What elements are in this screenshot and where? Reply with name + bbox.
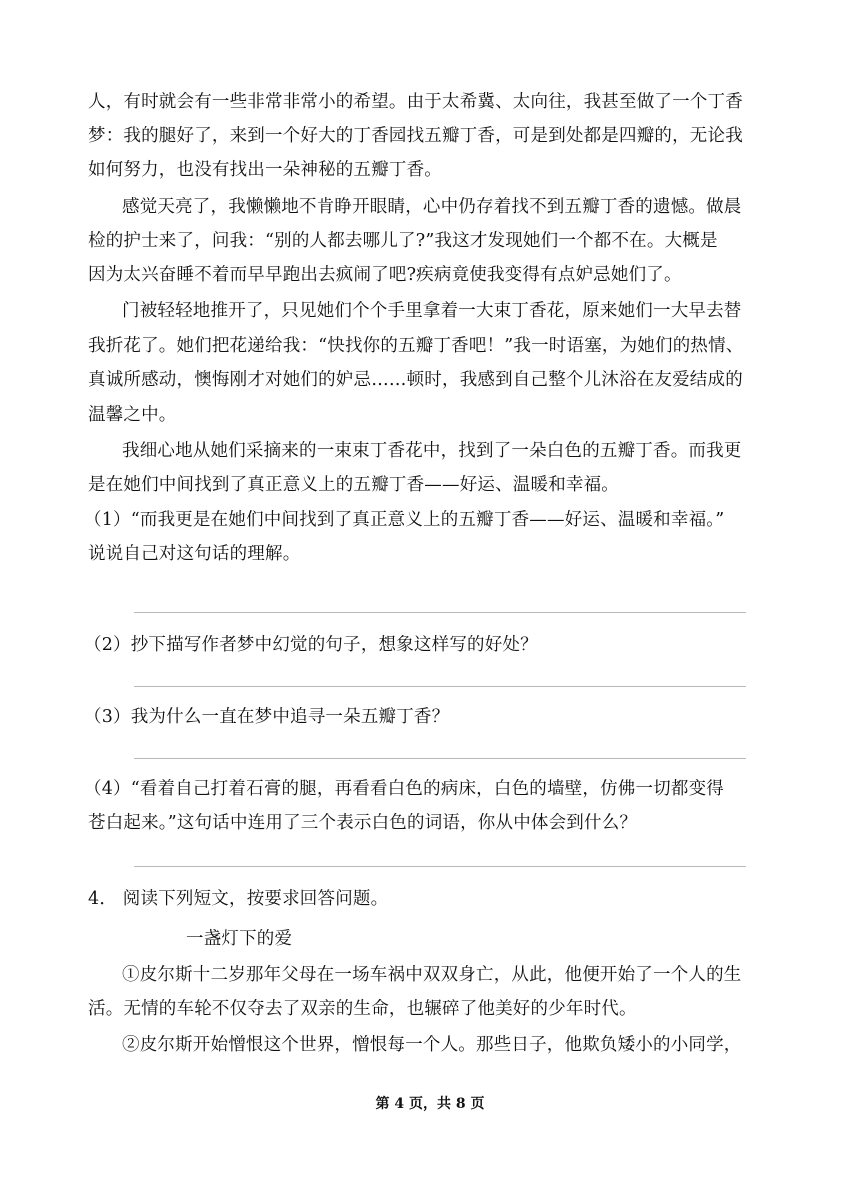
passage-line: 感觉天亮了，我懒懒地不肯睁开眼睛，心中仍存着找不到五瓣丁香的遗憾。做晨 xyxy=(122,197,742,217)
page-footer: 第 4 页，共 8 页 xyxy=(375,1096,485,1112)
passage-line: 我细心地从她们采摘来的一束束丁香花中，找到了一朵白色的五瓣丁香。而我更 xyxy=(122,441,742,461)
passage-line: 温馨之中。 xyxy=(88,405,177,425)
answer-line-1[interactable] xyxy=(134,612,746,613)
question-2: （2）抄下描写作者梦中幻觉的句子，想象这样写的好处？ xyxy=(84,635,538,655)
section-4-heading: 4． 阅读下列短文，按要求回答问题。 xyxy=(88,889,389,909)
passage-line: 因为太兴奋睡不着而早早跑出去疯闹了吧?疾病竟使我变得有点妒忌她们了。 xyxy=(88,265,682,285)
passage-line: 门被轻轻地推开了，只见她们个个手里拿着一大束丁香花，原来她们一大早去替 xyxy=(122,301,742,321)
answer-line-4[interactable] xyxy=(134,866,746,867)
passage-line: 真诚所感动，懊悔刚才对她们的妒忌……顿时，我感到自己整个儿沐浴在友爱结成的 xyxy=(88,370,743,390)
passage-paragraph: ①皮尔斯十二岁那年父母在一场车祸中双双身亡，从此，他便开始了一个人的生 xyxy=(122,965,742,985)
answer-line-3[interactable] xyxy=(134,758,746,759)
question-3: （3）我为什么一直在梦中追寻一朵五瓣丁香？ xyxy=(84,707,450,727)
passage-title: 一盏灯下的爱 xyxy=(186,929,293,949)
passage-line: 是在她们中间找到了真正意义上的五瓣丁香——好运、温暖和幸福。 xyxy=(88,475,619,495)
question-1: （1）“而我更是在她们中间找到了真正意义上的五瓣丁香——好运、温暖和幸福。” xyxy=(84,510,725,530)
passage-paragraph: ②皮尔斯开始憎恨这个世界，憎恨每一个人。那些日子，他欺负矮小的小同学， xyxy=(122,1035,742,1055)
passage-line: 人，有时就会有一些非常非常小的希望。由于太希冀、太向往，我甚至做了一个丁香 xyxy=(88,92,743,112)
passage-line: 梦：我的腿好了，来到一个好大的丁香园找五瓣丁香，可是到处都是四瓣的，无论我 xyxy=(88,126,743,146)
question-1-continued: 说说自己对这句话的理解。 xyxy=(88,544,301,564)
answer-line-2[interactable] xyxy=(134,686,746,687)
passage-paragraph: 活。无情的车轮不仅夺去了双亲的生命，也辗碎了他美好的少年时代。 xyxy=(88,999,637,1019)
passage-line: 我折花了。她们把花递给我：“快找你的五瓣丁香吧！”我一时语塞，为她们的热情、 xyxy=(88,336,744,356)
question-4: （4）“看着自己打着石膏的腿，再看看白色的病床，白色的墙壁，仿佛一切都变得 xyxy=(84,779,724,799)
passage-line: 如何努力，也没有找出一朵神秘的五瓣丁香。 xyxy=(88,160,442,180)
question-4-continued: 苍白起来。”这句话中连用了三个表示白色的词语，你从中体会到什么？ xyxy=(88,813,638,833)
passage-line: 检的护士来了，问我：“别的人都去哪儿了?”我这才发现她们一个都不在。大概是 xyxy=(88,231,718,251)
